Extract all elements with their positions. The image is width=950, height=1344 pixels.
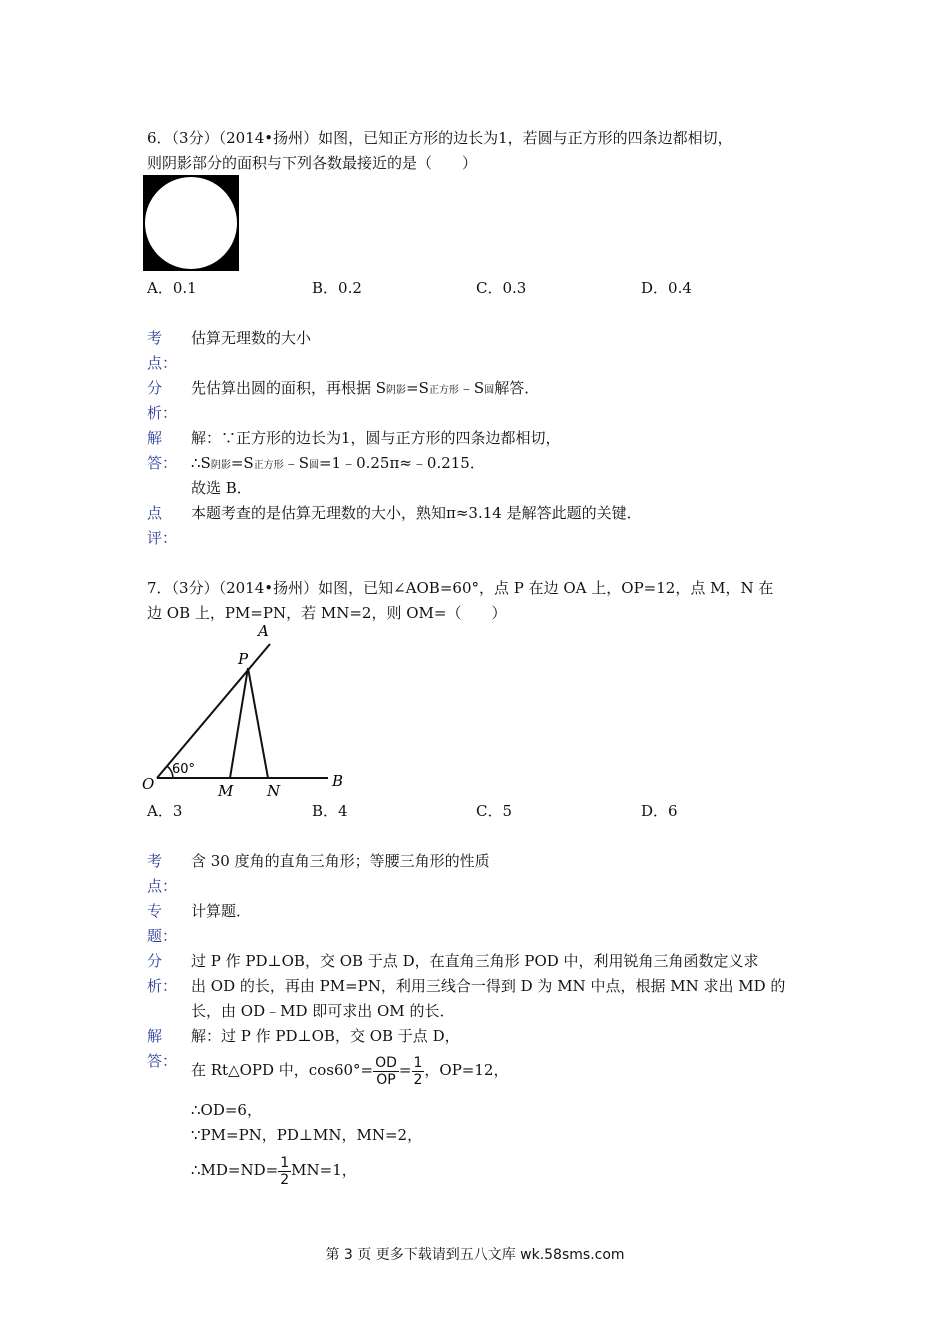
q7-jieda-part: 在 Rt△OPD 中，cos60°= [191,1061,374,1079]
q7-jieda-label-2: 答： [147,1052,178,1070]
label-o: O [142,775,155,793]
q6-option-a: A．0.1 [147,279,197,297]
q6-circle [145,177,237,269]
fraction-one-half [278,1155,291,1188]
q7-option-b: B．4 [312,802,348,820]
q6-jieda-label-2: 答： [147,454,178,472]
q6-dianping-label-1: 点 [147,504,163,522]
q7-jieda-part: ∴MD=ND= [191,1161,279,1179]
q6-fenxi-label-1: 分 [147,379,163,397]
q6-fenxi-part: =S [406,379,429,397]
q7-jieda-part: MN=1， [291,1161,357,1179]
q7-fenxi-line3: 长，由 OD﹣MD 即可求出 OM 的长． [191,1002,455,1020]
q7-jieda-line3: ∴OD=6， [191,1101,262,1119]
label-m: M [218,782,234,800]
q7-stem-line2: 边 OB 上，PM=PN，若 MN=2，则 OM=（ ） [147,604,507,622]
q6-kaodian-label-2: 点： [147,354,178,372]
q6-jieda-sub-square: 正方形 [253,460,284,471]
q7-zhuanti-label-1: 专 [147,902,163,920]
segment-pm [230,668,248,778]
q7-figure [138,620,350,800]
q6-option-d: D．0.4 [641,279,692,297]
fraction-denominator: OP [376,1071,396,1088]
q6-figure [143,175,239,271]
fraction-denominator: 2 [280,1171,290,1188]
q7-jieda-line1: 解：过 P 作 PD⊥OB，交 OB 于点 D， [191,1027,460,1045]
q6-option-b: B．0.2 [312,279,362,297]
q6-jieda-line3: 故选 B． [191,479,252,497]
q7-fenxi-line2: 出 OD 的长，再由 PM=PN，利用三线合一得到 D 为 MN 中点，根据 MN 求出 MD 的 [191,977,786,995]
q6-fenxi-part: ﹣S [458,379,485,397]
page-footer: 第 3 页 更多下载请到五八文库 wk.58sms.com [325,1247,625,1263]
q7-jieda-line4: ∵PM=PN，PD⊥MN，MN=2， [191,1126,423,1144]
q6-jieda-line1: 解：∵正方形的边长为1，圆与正方形的四条边都相切， [191,429,561,447]
fraction-one-half [412,1055,425,1088]
q7-option-a: A．3 [147,802,183,820]
label-a: A [258,622,269,640]
label-p: P [238,650,249,668]
q7-fenxi-label-2: 析： [147,977,178,995]
q6-fenxi [191,378,539,401]
q6-jieda-part: ﹣S [283,454,309,472]
q6-fenxi-sub-shadow: 阴影 [386,385,407,396]
q6-jieda-label-1: 解 [147,429,163,447]
q6-dianping: 本题考查的是估算无理数的大小，熟知π≈3.14 是解答此题的关键． [191,504,642,522]
q7-fenxi-label-1: 分 [147,952,163,970]
q6-jieda-sub-shadow: 阴影 [210,460,231,471]
q6-stem-line2: 则阴影部分的面积与下列各数最接近的是（ ） [147,154,478,172]
q7-kaodian: 含 30 度角的直角三角形；等腰三角形的性质 [191,852,490,870]
q6-kaodian-label-1: 考 [147,329,163,347]
q7-kaodian-label-2: 点： [147,877,178,895]
fraction-denominator: 2 [413,1071,423,1088]
q6-fenxi-label-2: 析： [147,404,178,422]
q6-jieda-line2 [191,453,485,476]
q6-kaodian: 估算无理数的大小 [191,329,312,347]
q6-fenxi-sub-square: 正方形 [428,385,459,396]
segment-pn [248,668,268,778]
q7-zhuanti: 计算题． [191,902,252,920]
q6-jieda-part: =S [230,454,254,472]
q7-jieda-line2 [191,1052,508,1088]
q6-option-c: C．0.3 [476,279,527,297]
q6-dianping-label-2: 评： [147,529,178,547]
q7-kaodian-label-1: 考 [147,852,163,870]
fraction-numerator: 1 [413,1054,423,1071]
label-n: N [267,782,281,800]
label-angle: 60° [172,762,196,777]
q7-jieda-line5 [191,1152,357,1188]
q7-zhuanti-label-2: 题： [147,927,178,945]
q6-jieda-part: ∴S [191,454,211,472]
q7-option-c: C．5 [476,802,513,820]
q7-stem-line1: 7．（3分）（2014•扬州）如图，已知∠AOB=60°，点 P 在边 OA 上，OP=12，点 M，N 在 [147,579,774,597]
q6-fenxi-sub-circle: 圆 [484,385,495,396]
q6-jieda-part: =1﹣0.25π≈﹣0.215． [318,454,485,472]
q6-fenxi-part: 先估算出圆的面积，再根据 S [191,379,387,397]
fraction-numerator: 1 [280,1154,290,1171]
q7-option-d: D．6 [641,802,678,820]
q6-stem-line1: 6．（3分）（2014•扬州）如图，已知正方形的边长为1，若圆与正方形的四条边都相切， [147,129,733,147]
ray-oa [157,644,270,778]
label-b: B [332,772,344,790]
fraction-numerator: OD [375,1054,397,1071]
q7-jieda-part: ，OP=12， [424,1061,509,1079]
q7-fenxi-line1: 过 P 作 PD⊥OB，交 OB 于点 D，在直角三角形 POD 中，利用锐角三角函数定义求 [191,952,759,970]
q6-jieda-sub-circle: 圆 [308,460,319,471]
q6-fenxi-part: 解答． [494,379,540,397]
q7-jieda-part: = [398,1061,412,1079]
fraction-od-op [373,1055,399,1088]
q7-jieda-label-1: 解 [147,1027,163,1045]
